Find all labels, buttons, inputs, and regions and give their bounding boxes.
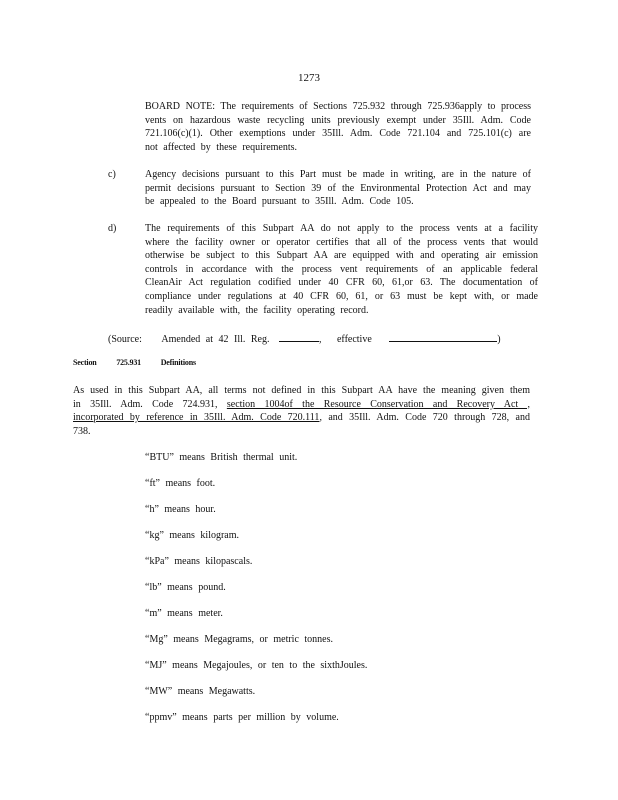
definition-btu: “BTU” means British thermal unit. xyxy=(145,452,298,463)
source-effective: effective xyxy=(336,334,372,345)
item-d-label: d) xyxy=(108,223,117,234)
intro-underlined-reference: section 1004of the Resource Conservation and Recovery Act , incorporated by reference in 35Ill. Adm. Code 720.111 xyxy=(73,398,531,424)
section-title: Definitions xyxy=(160,358,196,367)
register-page-blank xyxy=(279,332,319,342)
definition-ppmv: “ppmv” means parts per million by volume. xyxy=(145,712,339,723)
item-c xyxy=(145,168,531,209)
item-d-text: The requirements of this Subpart AA do not apply to the process vents at a facility where the facility owner or operator certifies that all of the process vents that would otherwise be subject to this Subpart AA are equipped with and operating air emission controls in accordance with the process vent requirements of an applicable federal CleanAir Act regulation codified under 40 CFR 60, 61,or 63. The documentation of compliance under regulations at 40 CFR 60, 61, or 63 must be kept with, or made readily available with, the facility operating record. xyxy=(145,223,538,316)
source-comma: , xyxy=(318,334,322,345)
effective-date-blank xyxy=(389,332,497,342)
definition-m: “m” means meter. xyxy=(145,608,223,619)
definition-mj: “MJ” means Megajoules, or ten to the sixthJoules. xyxy=(145,660,368,671)
source-note xyxy=(108,332,528,347)
definition-mw: “MW” means Megawatts. xyxy=(145,686,256,697)
definition-kpa: “kPa” means kilopascals. xyxy=(145,556,253,567)
definition-h: “h” means hour. xyxy=(145,504,216,515)
section-number: 725.931 xyxy=(116,358,141,367)
board-note xyxy=(145,100,531,154)
board-note-text: BOARD NOTE: The requirements of Sections 725.932 through 725.936apply to process vents on hazardous waste recycling units previously exempt under 35Ill. Adm. Code 721.106(c)(1). Other exemptions under 35Ill. Adm. Code 721.104 and 725.101(c) are not affected by these requirements. xyxy=(145,101,531,153)
intro-part2: , and 35Ill. Adm. Code 720 through 728, and 738. xyxy=(73,412,530,437)
source-prefix: (Source: xyxy=(108,334,142,345)
item-d xyxy=(145,222,538,317)
definition-kg: “kg” means kilogram. xyxy=(145,530,240,541)
item-c-text: Agency decisions pursuant to this Part must be made in writing, are in the nature of permit decisions pursuant to Section 39 of the Environmental Protection Act and may be appealed to the Board pursuant to 35Ill. Adm. Code 105. xyxy=(145,169,531,208)
section-heading xyxy=(73,358,196,367)
source-close: ) xyxy=(497,334,501,345)
intro-part1: As used in this Subpart AA, all terms not defined in this Subpart AA have the meaning given them in 35Ill. Adm. Code 724.931, xyxy=(73,385,530,410)
definition-mg: “Mg” means Megagrams, or metric tonnes. xyxy=(145,634,334,645)
item-c-label: c) xyxy=(108,169,116,180)
definition-ft: “ft” means foot. xyxy=(145,478,216,489)
source-text: Amended at 42 Ill. Reg. xyxy=(161,334,270,345)
section-label: Section xyxy=(73,358,97,367)
page-number: 1273 xyxy=(298,72,320,84)
definition-lb: “lb” means pound. xyxy=(145,582,226,593)
intro-paragraph xyxy=(73,384,530,438)
